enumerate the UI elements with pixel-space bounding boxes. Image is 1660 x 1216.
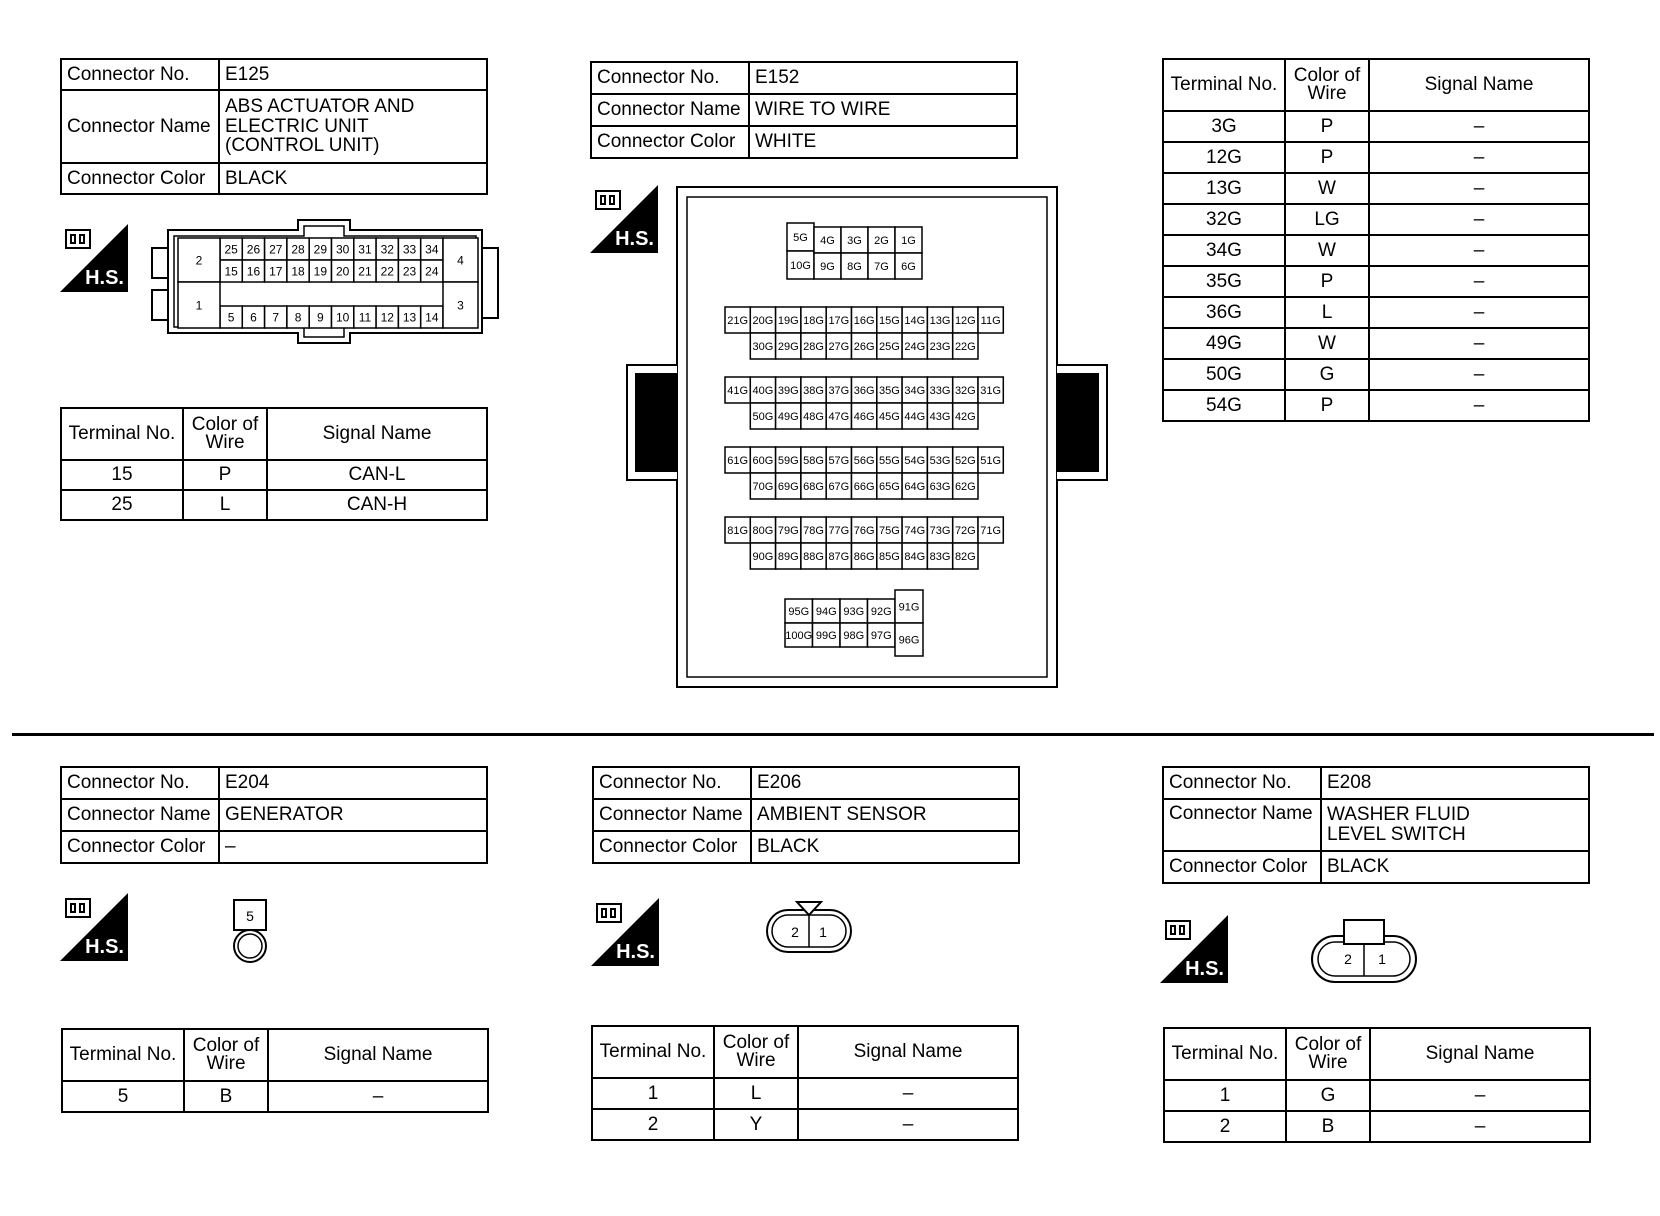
pin-label: 19G bbox=[777, 314, 799, 327]
pin-label: 36G bbox=[853, 384, 875, 397]
e204-cell-color: B bbox=[184, 1081, 268, 1112]
e204-pin-label: 5 bbox=[246, 908, 254, 924]
pin-label: 85G bbox=[879, 550, 900, 563]
e208-cell-color: B bbox=[1286, 1111, 1370, 1142]
e152-cell-color: W bbox=[1285, 173, 1369, 204]
e204-connector-color-label: Connector Color bbox=[61, 831, 219, 863]
table-row bbox=[1163, 297, 1589, 328]
table-row bbox=[1163, 235, 1589, 266]
e152-cell-color: P bbox=[1285, 142, 1369, 173]
harness-side-icon bbox=[65, 898, 91, 918]
e208-th-signal: Signal Name bbox=[1370, 1028, 1590, 1080]
pin-label: 44G bbox=[904, 410, 926, 423]
pin-label: 64G bbox=[904, 480, 926, 493]
pin-label: 14G bbox=[904, 314, 926, 327]
e204-connector-no-value: E204 bbox=[219, 767, 487, 799]
e152-cell-terminal: 32G bbox=[1163, 204, 1285, 235]
pin-label: 59G bbox=[777, 454, 799, 467]
e152-cell-terminal: 3G bbox=[1163, 111, 1285, 142]
table-row bbox=[1163, 359, 1589, 390]
e204-cell-terminal: 5 bbox=[62, 1081, 184, 1112]
pin-label: 20G bbox=[752, 314, 774, 327]
pin-label: 95G bbox=[788, 605, 810, 618]
e208-cell-terminal: 2 bbox=[1164, 1111, 1286, 1142]
e152-info-table bbox=[590, 61, 1018, 159]
e204-terminal-inner bbox=[238, 934, 262, 958]
e125-connector-name-label: Connector Name bbox=[61, 90, 219, 163]
table-row bbox=[1164, 1111, 1590, 1142]
pin-label: 7G bbox=[874, 260, 889, 273]
e208-th-color: Color of Wire bbox=[1286, 1028, 1370, 1080]
pin-label: 92G bbox=[870, 605, 892, 618]
e206-info-table bbox=[592, 766, 1020, 864]
pin-label: 26 bbox=[246, 242, 261, 257]
e208-connector-face bbox=[1310, 918, 1420, 988]
e208-connector-no-value: E208 bbox=[1321, 767, 1589, 799]
e152-cell-signal: – bbox=[1369, 390, 1589, 421]
pin-label: 15 bbox=[224, 264, 238, 279]
e204-connector-no-label: Connector No. bbox=[61, 767, 219, 799]
e152-th-color: Color of Wire bbox=[1285, 59, 1369, 111]
e206-cell-color: Y bbox=[714, 1109, 798, 1140]
e208-cell-signal: – bbox=[1370, 1111, 1590, 1142]
e152-cell-color: W bbox=[1285, 328, 1369, 359]
pin-label: 7 bbox=[272, 310, 280, 325]
pin-label: 61G bbox=[727, 454, 749, 467]
e152-terminal-table bbox=[1162, 58, 1590, 422]
pin-label: 35G bbox=[879, 384, 900, 397]
harness-side-icon bbox=[65, 229, 91, 249]
e204-connector-name-value: GENERATOR bbox=[219, 799, 487, 831]
pin-label: 79G bbox=[777, 524, 799, 537]
e208-info-table bbox=[1162, 766, 1590, 884]
hs-label: H.S. bbox=[1185, 958, 1224, 980]
pin-label: 26G bbox=[853, 340, 875, 353]
table-row bbox=[1163, 173, 1589, 204]
e204-connector-name-label: Connector Name bbox=[61, 799, 219, 831]
e125-latch-side bbox=[482, 248, 498, 318]
e125-cell-color: L bbox=[183, 490, 267, 520]
pin-label: 5 bbox=[227, 310, 235, 325]
table-row bbox=[1163, 266, 1589, 297]
table-row bbox=[1164, 1080, 1590, 1111]
table-row bbox=[62, 1081, 488, 1112]
pin-label: 22 bbox=[380, 264, 394, 279]
e206-connector-name-value: AMBIENT SENSOR bbox=[751, 799, 1019, 831]
e152-connector-no-value: E152 bbox=[749, 62, 1017, 94]
e152-cell-terminal: 36G bbox=[1163, 297, 1285, 328]
pin-label: 17 bbox=[269, 264, 283, 279]
pin-label: 56G bbox=[853, 454, 875, 467]
e206-th-signal: Signal Name bbox=[798, 1026, 1018, 1078]
pin-label: 98G bbox=[843, 629, 865, 642]
pin-label: 34 bbox=[425, 242, 439, 257]
pin-label: 62G bbox=[954, 480, 976, 493]
pin-label: 48G bbox=[803, 410, 824, 423]
pin-label: 89G bbox=[777, 550, 799, 563]
pin-label: 30 bbox=[335, 242, 350, 257]
e152-cell-terminal: 13G bbox=[1163, 173, 1285, 204]
pin-label: 66G bbox=[853, 480, 875, 493]
e125-cell-color: P bbox=[183, 460, 267, 490]
pin-label: 63G bbox=[929, 480, 951, 493]
e125-latch-right bbox=[152, 290, 168, 320]
e206-connector-color-value: BLACK bbox=[751, 831, 1019, 863]
pin-label: 23G bbox=[929, 340, 951, 353]
e125-connector-no-label: Connector No. bbox=[61, 59, 219, 90]
pin-label: 9 bbox=[317, 310, 324, 325]
section-divider bbox=[12, 733, 1654, 736]
e208-terminal-table bbox=[1163, 1027, 1591, 1143]
e152-cell-terminal: 49G bbox=[1163, 328, 1285, 359]
pin-label: 12G bbox=[954, 314, 976, 327]
pin-label: 99G bbox=[815, 629, 837, 642]
e152-connector-no-label: Connector No. bbox=[591, 62, 749, 94]
pin-label: 25G bbox=[879, 340, 900, 353]
pin-label: 9G bbox=[820, 260, 835, 273]
e125-connector-face bbox=[150, 218, 520, 363]
e206-th-color: Color of Wire bbox=[714, 1026, 798, 1078]
pin-label: 57G bbox=[828, 454, 850, 467]
e125-connector-no-value: E125 bbox=[219, 59, 487, 90]
pin-label: 29G bbox=[777, 340, 799, 353]
pin-label: 41G bbox=[727, 384, 749, 397]
pin-label: 37G bbox=[828, 384, 850, 397]
e152-connector-name-label: Connector Name bbox=[591, 94, 749, 126]
pin-label: 4 bbox=[457, 253, 464, 268]
pin-label: 87G bbox=[828, 550, 850, 563]
e125-name-line-2: ELECTRIC UNIT bbox=[225, 115, 369, 137]
pin-label: 33G bbox=[929, 384, 951, 397]
table-row bbox=[1163, 142, 1589, 173]
e125-cell-terminal: 15 bbox=[61, 460, 183, 490]
pin-label: 49G bbox=[777, 410, 799, 423]
pin-label: 8 bbox=[294, 310, 302, 325]
e152-cell-color: P bbox=[1285, 390, 1369, 421]
pin-label: 88G bbox=[803, 550, 824, 563]
pin-label: 15G bbox=[879, 314, 900, 327]
e152-lock-right bbox=[1057, 373, 1099, 472]
pin-label: 81G bbox=[727, 524, 749, 537]
pin-label: 31 bbox=[358, 242, 372, 257]
hs-label: H.S. bbox=[615, 228, 654, 250]
e206-connector-no-label: Connector No. bbox=[593, 767, 751, 799]
pin-label: 74G bbox=[904, 524, 926, 537]
e125-th-terminal: Terminal No. bbox=[61, 408, 183, 460]
pin-label: 42G bbox=[954, 410, 976, 423]
e125-connector-color-value: BLACK bbox=[219, 163, 487, 194]
pin-label: 18G bbox=[803, 314, 824, 327]
e208-pin-2: 2 bbox=[1344, 951, 1352, 967]
hs-label: H.S. bbox=[616, 941, 655, 963]
e204-th-signal: Signal Name bbox=[268, 1029, 488, 1081]
pin-label: 84G bbox=[904, 550, 926, 563]
e208-connector-name-value bbox=[1321, 799, 1589, 851]
pin-label: 47G bbox=[828, 410, 850, 423]
pin-label: 14 bbox=[425, 310, 439, 325]
pin-label: 32 bbox=[380, 242, 394, 257]
pin-label: 77G bbox=[828, 524, 850, 537]
pin-label: 10G bbox=[790, 259, 811, 272]
e152-cell-terminal: 35G bbox=[1163, 266, 1285, 297]
pin-label: 54G bbox=[904, 454, 926, 467]
e208-pin-1: 1 bbox=[1378, 951, 1386, 967]
pin-label: 6 bbox=[250, 310, 257, 325]
pin-label: 45G bbox=[879, 410, 900, 423]
pin-label: 3 bbox=[457, 298, 464, 313]
pin-label: 23 bbox=[402, 264, 417, 279]
pin-label: 55G bbox=[879, 454, 900, 467]
e208-hs-icon bbox=[1160, 915, 1228, 983]
e206-hs-icon bbox=[591, 898, 659, 966]
pin-label: 13G bbox=[929, 314, 951, 327]
pin-label: 86G bbox=[853, 550, 875, 563]
pin-label: 83G bbox=[929, 550, 951, 563]
pin-label: 29 bbox=[313, 242, 328, 257]
pin-label: 60G bbox=[752, 454, 774, 467]
pin-label: 65G bbox=[879, 480, 900, 493]
e152-cell-signal: – bbox=[1369, 297, 1589, 328]
e206-cell-color: L bbox=[714, 1078, 798, 1109]
e152-connector-name-value: WIRE TO WIRE bbox=[749, 94, 1017, 126]
e152-connector-face bbox=[622, 185, 1107, 690]
e206-connector-no-value: E206 bbox=[751, 767, 1019, 799]
pin-label: 6G bbox=[901, 260, 916, 273]
pin-label: 34G bbox=[904, 384, 926, 397]
table-row bbox=[1163, 204, 1589, 235]
pin-label: 3G bbox=[847, 234, 862, 247]
e208-connector-no-label: Connector No. bbox=[1163, 767, 1321, 799]
e206-connector-face bbox=[765, 900, 855, 956]
e204-connector-color-value: – bbox=[219, 831, 487, 863]
e125-cell-signal: CAN-L bbox=[267, 460, 487, 490]
e125-th-signal: Signal Name bbox=[267, 408, 487, 460]
e152-cell-terminal: 50G bbox=[1163, 359, 1285, 390]
pin-label: 68G bbox=[803, 480, 824, 493]
pin-label: 13 bbox=[402, 310, 417, 325]
e125-cell-signal: CAN-H bbox=[267, 490, 487, 520]
pin-label: 32G bbox=[954, 384, 976, 397]
e152-cell-signal: – bbox=[1369, 204, 1589, 235]
pin-label: 73G bbox=[929, 524, 951, 537]
e152-connector-color-value: WHITE bbox=[749, 126, 1017, 158]
hs-label: H.S. bbox=[85, 936, 124, 958]
e125-connector-name-value bbox=[219, 90, 487, 163]
e152-cell-color: P bbox=[1285, 266, 1369, 297]
pin-label: 82G bbox=[954, 550, 976, 563]
pin-label: 19 bbox=[313, 264, 328, 279]
pin-label: 21 bbox=[358, 264, 372, 279]
pin-label: 2 bbox=[195, 253, 203, 268]
e125-info-table bbox=[60, 58, 488, 195]
e125-name-line-1: ABS ACTUATOR AND bbox=[225, 95, 415, 117]
pin-label: 52G bbox=[954, 454, 976, 467]
e125-cell-terminal: 25 bbox=[61, 490, 183, 520]
e152-cell-signal: – bbox=[1369, 111, 1589, 142]
pin-label: 75G bbox=[879, 524, 900, 537]
e125-hs-icon bbox=[60, 224, 128, 292]
e206-cell-terminal: 2 bbox=[592, 1109, 714, 1140]
e152-cell-color: L bbox=[1285, 297, 1369, 328]
pin-label: 12 bbox=[380, 310, 394, 325]
table-row bbox=[1163, 328, 1589, 359]
pin-label: 24 bbox=[425, 264, 439, 279]
pin-label: 20 bbox=[335, 264, 350, 279]
table-row bbox=[592, 1078, 1018, 1109]
e208-th-terminal: Terminal No. bbox=[1164, 1028, 1286, 1080]
e152-cell-terminal: 12G bbox=[1163, 142, 1285, 173]
pin-label: 78G bbox=[803, 524, 824, 537]
e206-pin-2: 2 bbox=[791, 924, 799, 940]
pin-label: 46G bbox=[853, 410, 875, 423]
pin-label: 24G bbox=[904, 340, 926, 353]
table-row bbox=[1163, 111, 1589, 142]
e208-connector-color-label: Connector Color bbox=[1163, 851, 1321, 883]
e152-cell-terminal: 34G bbox=[1163, 235, 1285, 266]
e208-cell-signal: – bbox=[1370, 1080, 1590, 1111]
e152-cell-color: P bbox=[1285, 111, 1369, 142]
pin-label: 5G bbox=[793, 231, 808, 244]
pin-label: 27 bbox=[269, 242, 283, 257]
pin-label: 28 bbox=[291, 242, 305, 257]
harness-side-icon bbox=[595, 190, 621, 210]
e125-th-color: Color of Wire bbox=[183, 408, 267, 460]
e152-connector-color-label: Connector Color bbox=[591, 126, 749, 158]
pin-label: 25 bbox=[224, 242, 238, 257]
pin-label: 58G bbox=[803, 454, 824, 467]
pin-label: 28G bbox=[803, 340, 824, 353]
e204-th-color: Color of Wire bbox=[184, 1029, 268, 1081]
pin-label: 50G bbox=[752, 410, 774, 423]
e152-cell-signal: – bbox=[1369, 359, 1589, 390]
pin-label: 91G bbox=[898, 601, 920, 614]
e152-cell-signal: – bbox=[1369, 328, 1589, 359]
e125-name-line-3: (CONTROL UNIT) bbox=[225, 135, 380, 157]
table-row bbox=[592, 1109, 1018, 1140]
harness-side-icon bbox=[1165, 920, 1191, 940]
pin-label: 71G bbox=[980, 524, 1002, 537]
pin-label: 4G bbox=[820, 234, 835, 247]
pin-label: 38G bbox=[803, 384, 824, 397]
pin-label: 69G bbox=[777, 480, 799, 493]
e206-cell-terminal: 1 bbox=[592, 1078, 714, 1109]
e152-cell-signal: – bbox=[1369, 235, 1589, 266]
pin-label: 43G bbox=[929, 410, 951, 423]
e206-connector-color-label: Connector Color bbox=[593, 831, 751, 863]
pin-label: 70G bbox=[752, 480, 774, 493]
harness-side-icon bbox=[596, 903, 622, 923]
e152-cell-signal: – bbox=[1369, 173, 1589, 204]
e152-th-terminal: Terminal No. bbox=[1163, 59, 1285, 111]
e206-terminal-table bbox=[591, 1025, 1019, 1141]
e204-connector-face bbox=[232, 898, 272, 966]
e208-name-line-1: WASHER FLUID bbox=[1327, 804, 1470, 826]
e208-cell-color: G bbox=[1286, 1080, 1370, 1111]
pin-label: 2G bbox=[874, 234, 889, 247]
pin-label: 8G bbox=[847, 260, 862, 273]
pin-label: 100G bbox=[785, 629, 813, 642]
pin-label: 72G bbox=[954, 524, 976, 537]
e206-pin-1: 1 bbox=[819, 924, 827, 940]
e208-connector-name-label: Connector Name bbox=[1163, 799, 1321, 851]
pin-label: 97G bbox=[870, 629, 892, 642]
pin-label: 1 bbox=[195, 298, 203, 313]
pin-label: 21G bbox=[727, 314, 749, 327]
pin-label: 67G bbox=[828, 480, 850, 493]
pin-label: 94G bbox=[815, 605, 837, 618]
e152-cell-terminal: 54G bbox=[1163, 390, 1285, 421]
pin-label: 76G bbox=[853, 524, 875, 537]
e206-cell-signal: – bbox=[798, 1078, 1018, 1109]
pin-label: 39G bbox=[777, 384, 799, 397]
table-row bbox=[61, 460, 487, 490]
pin-label: 96G bbox=[898, 634, 920, 647]
pin-label: 51G bbox=[980, 454, 1002, 467]
pin-label: 40G bbox=[752, 384, 774, 397]
pin-label: 33 bbox=[402, 242, 417, 257]
e204-hs-icon bbox=[60, 893, 128, 961]
pin-label: 27G bbox=[828, 340, 850, 353]
pin-label: 10 bbox=[335, 310, 350, 325]
pin-label: 1G bbox=[901, 234, 916, 247]
pin-label: 16 bbox=[246, 264, 261, 279]
pin-label: 80G bbox=[752, 524, 774, 537]
table-row bbox=[61, 490, 487, 520]
e125-connector-color-label: Connector Color bbox=[61, 163, 219, 194]
pin-label: 22G bbox=[954, 340, 976, 353]
e152-cell-signal: – bbox=[1369, 266, 1589, 297]
e204-info-table bbox=[60, 766, 488, 864]
e152-cell-color: LG bbox=[1285, 204, 1369, 235]
e206-cell-signal: – bbox=[798, 1109, 1018, 1140]
e152-cell-color: W bbox=[1285, 235, 1369, 266]
e208-key bbox=[1344, 920, 1384, 944]
e152-lock-left bbox=[635, 373, 677, 472]
e125-terminal-table bbox=[60, 407, 488, 521]
pin-label: 16G bbox=[853, 314, 875, 327]
pin-label: 17G bbox=[828, 314, 850, 327]
e208-name-line-2: LEVEL SWITCH bbox=[1327, 824, 1466, 845]
pin-label: 53G bbox=[929, 454, 951, 467]
e204-terminal-table bbox=[61, 1028, 489, 1113]
pin-label: 11 bbox=[358, 310, 372, 325]
e206-connector-name-label: Connector Name bbox=[593, 799, 751, 831]
hs-label: H.S. bbox=[85, 267, 124, 289]
e152-cell-color: G bbox=[1285, 359, 1369, 390]
pin-label: 30G bbox=[752, 340, 774, 353]
pin-label: 11G bbox=[980, 314, 1001, 327]
e208-cell-terminal: 1 bbox=[1164, 1080, 1286, 1111]
pin-label: 18 bbox=[291, 264, 305, 279]
e208-connector-color-value: BLACK bbox=[1321, 851, 1589, 883]
pin-label: 31G bbox=[980, 384, 1002, 397]
e152-th-signal: Signal Name bbox=[1369, 59, 1589, 111]
e152-cell-signal: – bbox=[1369, 142, 1589, 173]
e206-th-terminal: Terminal No. bbox=[592, 1026, 714, 1078]
e125-latch-left bbox=[152, 248, 168, 278]
e204-cell-signal: – bbox=[268, 1081, 488, 1112]
pin-label: 90G bbox=[752, 550, 774, 563]
e204-th-terminal: Terminal No. bbox=[62, 1029, 184, 1081]
pin-label: 93G bbox=[843, 605, 865, 618]
table-row bbox=[1163, 390, 1589, 421]
